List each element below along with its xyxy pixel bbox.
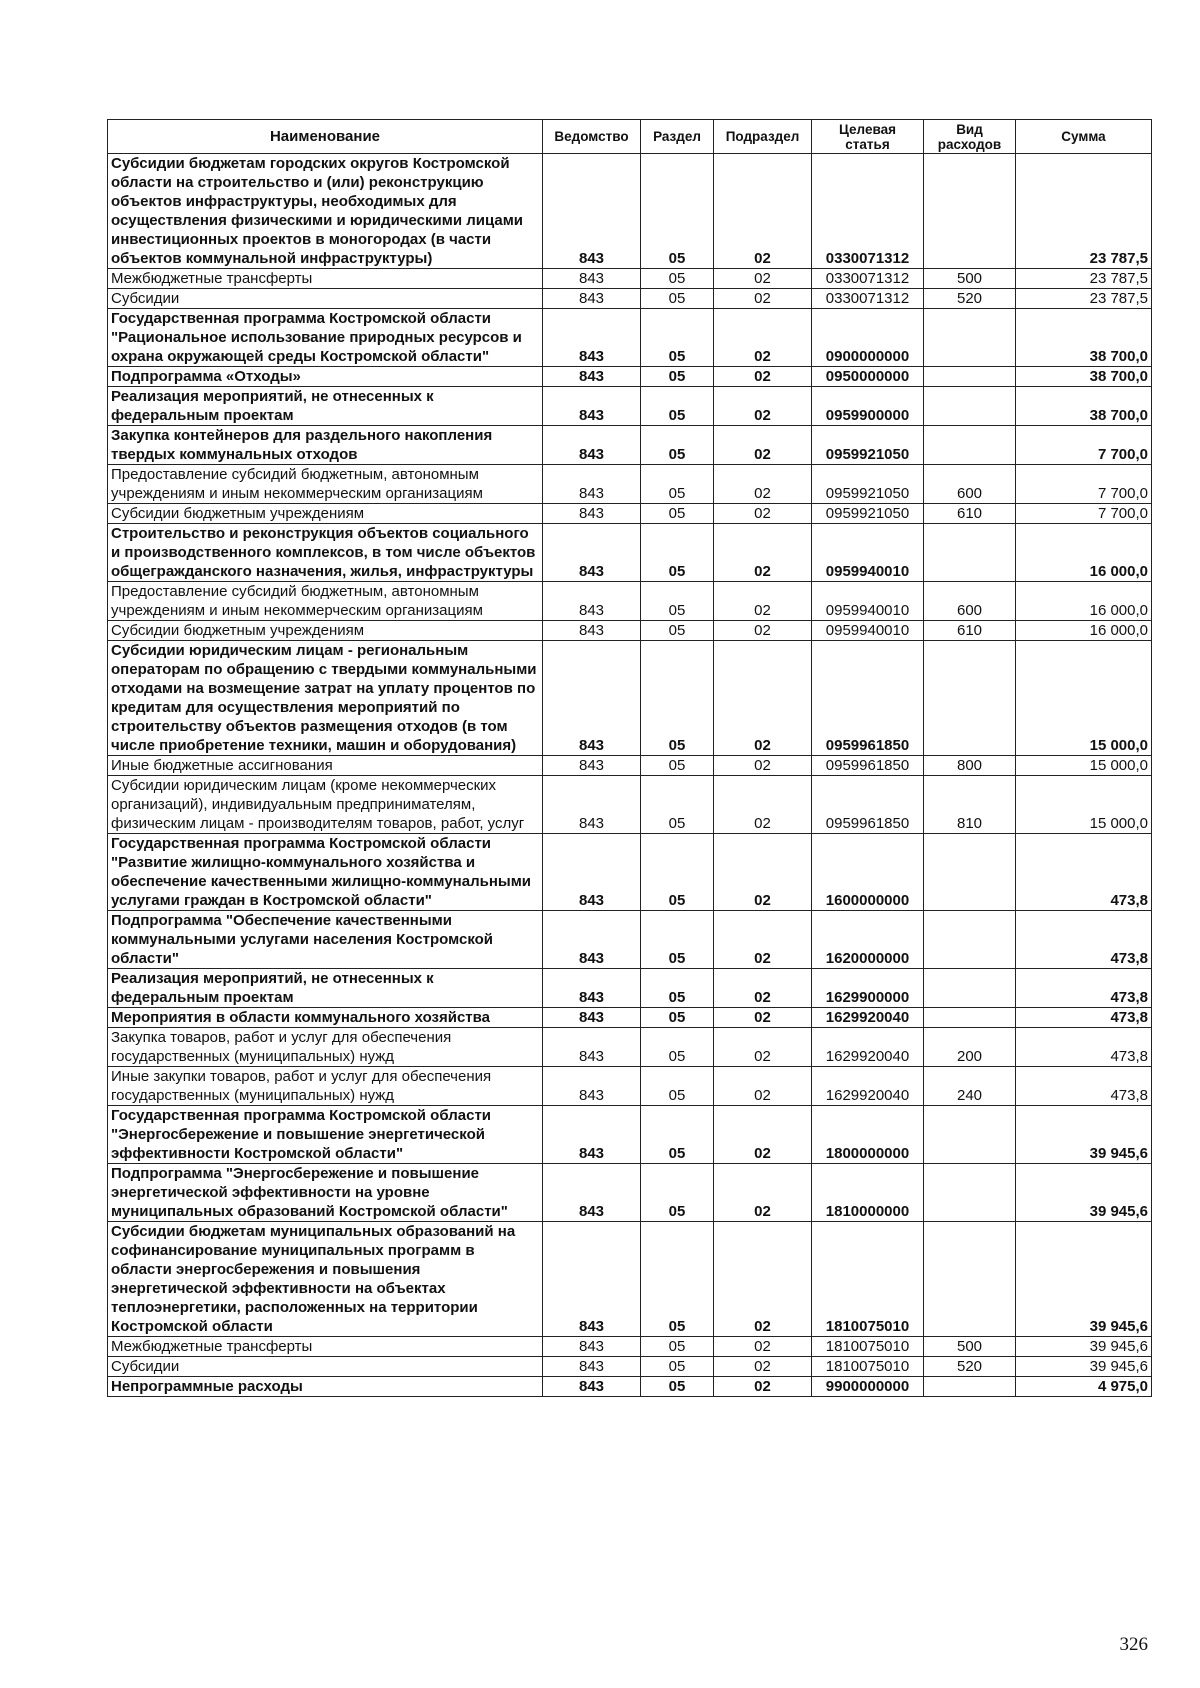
table-row [108, 387, 1152, 426]
cell-section: 05 [641, 504, 714, 524]
cell-exptype [924, 524, 1016, 582]
cell-dept: 843 [543, 1164, 641, 1222]
cell-target: 1629900000 [812, 969, 924, 1008]
cell-amount: 39 945,6 [1016, 1164, 1152, 1222]
cell-amount: 39 945,6 [1016, 1337, 1152, 1357]
cell-subsection: 02 [714, 1008, 812, 1028]
cell-subsection: 02 [714, 1222, 812, 1337]
cell-name: Предоставление субсидий бюджетным, автономным учреждениям и иным некоммерческим организациям [108, 465, 543, 504]
cell-name: Подпрограмма "Энергосбережение и повышение энергетической эффективности на уровне муниципальных образований Костромской области" [108, 1164, 543, 1222]
cell-dept: 843 [543, 504, 641, 524]
cell-subsection: 02 [714, 621, 812, 641]
cell-subsection: 02 [714, 504, 812, 524]
cell-subsection: 02 [714, 756, 812, 776]
cell-target: 0959961850 [812, 756, 924, 776]
cell-subsection: 02 [714, 154, 812, 269]
cell-subsection: 02 [714, 1164, 812, 1222]
cell-section: 05 [641, 309, 714, 367]
table-row [108, 154, 1152, 269]
cell-amount: 23 787,5 [1016, 289, 1152, 309]
cell-name: Межбюджетные трансферты [108, 269, 543, 289]
table-row [108, 1067, 1152, 1106]
table-row [108, 621, 1152, 641]
cell-exptype: 810 [924, 776, 1016, 834]
cell-name: Мероприятия в области коммунального хозяйства [108, 1008, 543, 1028]
cell-target: 1629920040 [812, 1067, 924, 1106]
cell-section: 05 [641, 269, 714, 289]
table-row [108, 309, 1152, 367]
cell-section: 05 [641, 1164, 714, 1222]
cell-dept: 843 [543, 309, 641, 367]
cell-name: Субсидии [108, 289, 543, 309]
cell-dept: 843 [543, 1357, 641, 1377]
cell-exptype: 500 [924, 269, 1016, 289]
cell-name: Государственная программа Костромской области "Рациональное использование природных ресурсов и охрана окружающей среды Костромской области" [108, 309, 543, 367]
cell-exptype [924, 309, 1016, 367]
cell-amount: 16 000,0 [1016, 621, 1152, 641]
cell-name: Закупка товаров, работ и услуг для обеспечения государственных (муниципальных) нужд [108, 1028, 543, 1067]
cell-amount: 23 787,5 [1016, 269, 1152, 289]
cell-target: 0959921050 [812, 465, 924, 504]
cell-amount: 7 700,0 [1016, 504, 1152, 524]
table-row [108, 582, 1152, 621]
cell-amount: 473,8 [1016, 1067, 1152, 1106]
cell-target: 1810000000 [812, 1164, 924, 1222]
cell-target: 0950000000 [812, 367, 924, 387]
cell-target: 0959921050 [812, 426, 924, 465]
cell-target: 1620000000 [812, 911, 924, 969]
cell-subsection: 02 [714, 465, 812, 504]
cell-dept: 843 [543, 1008, 641, 1028]
cell-exptype [924, 154, 1016, 269]
cell-subsection: 02 [714, 582, 812, 621]
cell-dept: 843 [543, 641, 641, 756]
cell-name: Реализация мероприятий, не отнесенных к федеральным проектам [108, 387, 543, 426]
cell-dept: 843 [543, 387, 641, 426]
cell-section: 05 [641, 969, 714, 1008]
table-row [108, 289, 1152, 309]
cell-amount: 473,8 [1016, 969, 1152, 1008]
table-row [108, 504, 1152, 524]
table-row [108, 911, 1152, 969]
cell-dept: 843 [543, 621, 641, 641]
cell-section: 05 [641, 1106, 714, 1164]
cell-dept: 843 [543, 969, 641, 1008]
table-row [108, 1106, 1152, 1164]
header-amount: Сумма [1016, 120, 1152, 154]
cell-amount: 7 700,0 [1016, 465, 1152, 504]
cell-dept: 843 [543, 1377, 641, 1397]
cell-exptype: 610 [924, 504, 1016, 524]
table-row [108, 776, 1152, 834]
cell-subsection: 02 [714, 1028, 812, 1067]
cell-dept: 843 [543, 582, 641, 621]
cell-section: 05 [641, 1028, 714, 1067]
cell-name: Подпрограмма «Отходы» [108, 367, 543, 387]
cell-name: Иные закупки товаров, работ и услуг для обеспечения государственных (муниципальных) нужд [108, 1067, 543, 1106]
cell-target: 0959921050 [812, 504, 924, 524]
cell-target: 1810075010 [812, 1337, 924, 1357]
cell-target: 1810075010 [812, 1222, 924, 1337]
cell-subsection: 02 [714, 1337, 812, 1357]
cell-target: 0330071312 [812, 289, 924, 309]
cell-amount: 473,8 [1016, 1008, 1152, 1028]
cell-section: 05 [641, 756, 714, 776]
cell-section: 05 [641, 367, 714, 387]
header-exptype: Вид расходов [924, 120, 1016, 154]
table-row [108, 1357, 1152, 1377]
cell-section: 05 [641, 834, 714, 911]
cell-subsection: 02 [714, 367, 812, 387]
cell-name: Субсидии юридическим лицам (кроме некоммерческих организаций), индивидуальным предпринимателям, физическим лицам - производителям товаров, работ, услуг [108, 776, 543, 834]
cell-section: 05 [641, 776, 714, 834]
cell-dept: 843 [543, 1028, 641, 1067]
cell-exptype [924, 367, 1016, 387]
cell-target: 0959961850 [812, 776, 924, 834]
table-row [108, 1222, 1152, 1337]
cell-target: 1629920040 [812, 1008, 924, 1028]
cell-amount: 16 000,0 [1016, 524, 1152, 582]
cell-target: 1600000000 [812, 834, 924, 911]
cell-subsection: 02 [714, 1377, 812, 1397]
cell-name: Подпрограмма "Обеспечение качественными коммунальными услугами населения Костромской области" [108, 911, 543, 969]
cell-dept: 843 [543, 465, 641, 504]
cell-dept: 843 [543, 524, 641, 582]
table-row [108, 524, 1152, 582]
cell-exptype [924, 641, 1016, 756]
table-body [108, 154, 1152, 1397]
cell-subsection: 02 [714, 969, 812, 1008]
cell-name: Межбюджетные трансферты [108, 1337, 543, 1357]
cell-exptype: 240 [924, 1067, 1016, 1106]
cell-name: Строительство и реконструкция объектов социального и производственного комплексов, в том числе объектов общегражданского назначения, жилья, инфраструктуры [108, 524, 543, 582]
table-row [108, 641, 1152, 756]
cell-name: Субсидии бюджетным учреждениям [108, 504, 543, 524]
table-row [108, 426, 1152, 465]
header-dept: Ведомство [543, 120, 641, 154]
cell-amount: 473,8 [1016, 911, 1152, 969]
cell-amount: 15 000,0 [1016, 776, 1152, 834]
cell-target: 1800000000 [812, 1106, 924, 1164]
cell-subsection: 02 [714, 426, 812, 465]
cell-dept: 843 [543, 154, 641, 269]
cell-section: 05 [641, 154, 714, 269]
cell-amount: 39 945,6 [1016, 1357, 1152, 1377]
cell-target: 0330071312 [812, 269, 924, 289]
cell-name: Субсидии бюджетам муниципальных образований на софинансирование муниципальных программ в области энергосбережения и повышения энергетической эффективности на объектах теплоэнергетики, расположенных на территории Костромской области [108, 1222, 543, 1337]
table-row [108, 1164, 1152, 1222]
cell-name: Непрограммные расходы [108, 1377, 543, 1397]
cell-exptype [924, 426, 1016, 465]
cell-section: 05 [641, 1067, 714, 1106]
cell-amount: 16 000,0 [1016, 582, 1152, 621]
table-row [108, 367, 1152, 387]
cell-section: 05 [641, 1008, 714, 1028]
cell-subsection: 02 [714, 776, 812, 834]
cell-section: 05 [641, 524, 714, 582]
header-section: Раздел [641, 120, 714, 154]
cell-exptype [924, 387, 1016, 426]
cell-amount: 4 975,0 [1016, 1377, 1152, 1397]
cell-exptype: 600 [924, 465, 1016, 504]
cell-section: 05 [641, 465, 714, 504]
cell-target: 0330071312 [812, 154, 924, 269]
cell-exptype: 520 [924, 1357, 1016, 1377]
cell-exptype [924, 1106, 1016, 1164]
table-row [108, 269, 1152, 289]
table-row [108, 1028, 1152, 1067]
cell-target: 0959900000 [812, 387, 924, 426]
cell-dept: 843 [543, 289, 641, 309]
cell-name: Предоставление субсидий бюджетным, автономным учреждениям и иным некоммерческим организациям [108, 582, 543, 621]
cell-amount: 15 000,0 [1016, 756, 1152, 776]
cell-name: Государственная программа Костромской области "Развитие жилищно-коммунального хозяйства и обеспечение качественными жилищно-коммунальными услугами граждан в Костромской области" [108, 834, 543, 911]
cell-exptype: 610 [924, 621, 1016, 641]
cell-name: Субсидии бюджетам городских округов Костромской области на строительство и (или) реконструкцию объектов инфраструктуры, необходимых для осуществления физическими и юридическими лицами инвестиционных проектов в моногородах (в части объектов коммунальной инфраструктуры) [108, 154, 543, 269]
cell-section: 05 [641, 289, 714, 309]
cell-amount: 473,8 [1016, 1028, 1152, 1067]
cell-section: 05 [641, 387, 714, 426]
budget-table [107, 119, 1152, 1397]
cell-name: Государственная программа Костромской области "Энергосбережение и повышение энергетической эффективности Костромской области" [108, 1106, 543, 1164]
cell-dept: 843 [543, 834, 641, 911]
cell-amount: 23 787,5 [1016, 154, 1152, 269]
header-subsection: Подраздел [714, 120, 812, 154]
table-row [108, 1377, 1152, 1397]
cell-amount: 15 000,0 [1016, 641, 1152, 756]
table-header-row [108, 120, 1152, 154]
cell-name: Субсидии [108, 1357, 543, 1377]
cell-dept: 843 [543, 1067, 641, 1106]
cell-name: Субсидии юридическим лицам - региональным операторам по обращению с твердыми коммунальными отходами на возмещение затрат на уплату процентов по кредитам для осуществления мероприятий по строительству объектов размещения отходов (в том числе приобретение техники, машин и оборудования) [108, 641, 543, 756]
cell-amount: 38 700,0 [1016, 367, 1152, 387]
cell-name: Закупка контейнеров для раздельного накопления твердых коммунальных отходов [108, 426, 543, 465]
cell-target: 9900000000 [812, 1377, 924, 1397]
cell-amount: 38 700,0 [1016, 387, 1152, 426]
cell-exptype [924, 1222, 1016, 1337]
cell-exptype [924, 1377, 1016, 1397]
cell-target: 0959940010 [812, 621, 924, 641]
cell-section: 05 [641, 1357, 714, 1377]
cell-section: 05 [641, 582, 714, 621]
cell-dept: 843 [543, 1337, 641, 1357]
cell-dept: 843 [543, 1222, 641, 1337]
cell-section: 05 [641, 641, 714, 756]
cell-exptype [924, 969, 1016, 1008]
table-row [108, 834, 1152, 911]
cell-name: Реализация мероприятий, не отнесенных к федеральным проектам [108, 969, 543, 1008]
cell-exptype [924, 911, 1016, 969]
cell-subsection: 02 [714, 387, 812, 426]
cell-subsection: 02 [714, 524, 812, 582]
cell-target: 0959940010 [812, 582, 924, 621]
cell-target: 0959961850 [812, 641, 924, 756]
cell-target: 0959940010 [812, 524, 924, 582]
cell-subsection: 02 [714, 1357, 812, 1377]
cell-section: 05 [641, 1377, 714, 1397]
cell-target: 0900000000 [812, 309, 924, 367]
cell-name: Иные бюджетные ассигнования [108, 756, 543, 776]
cell-subsection: 02 [714, 289, 812, 309]
cell-subsection: 02 [714, 834, 812, 911]
cell-subsection: 02 [714, 1067, 812, 1106]
table-row [108, 1008, 1152, 1028]
cell-dept: 843 [543, 756, 641, 776]
table-row [108, 465, 1152, 504]
cell-exptype: 800 [924, 756, 1016, 776]
cell-subsection: 02 [714, 1106, 812, 1164]
table-row [108, 969, 1152, 1008]
cell-amount: 38 700,0 [1016, 309, 1152, 367]
cell-dept: 843 [543, 776, 641, 834]
cell-dept: 843 [543, 911, 641, 969]
cell-subsection: 02 [714, 641, 812, 756]
cell-exptype [924, 1164, 1016, 1222]
cell-dept: 843 [543, 269, 641, 289]
cell-exptype: 200 [924, 1028, 1016, 1067]
cell-target: 1629920040 [812, 1028, 924, 1067]
cell-amount: 39 945,6 [1016, 1222, 1152, 1337]
cell-subsection: 02 [714, 309, 812, 367]
cell-exptype [924, 834, 1016, 911]
cell-dept: 843 [543, 1106, 641, 1164]
cell-section: 05 [641, 1337, 714, 1357]
header-target: Целевая статья [812, 120, 924, 154]
cell-exptype [924, 1008, 1016, 1028]
table-row [108, 1337, 1152, 1357]
cell-subsection: 02 [714, 911, 812, 969]
cell-exptype: 500 [924, 1337, 1016, 1357]
cell-section: 05 [641, 1222, 714, 1337]
cell-amount: 39 945,6 [1016, 1106, 1152, 1164]
page-number: 326 [1119, 1634, 1148, 1655]
cell-section: 05 [641, 911, 714, 969]
cell-section: 05 [641, 621, 714, 641]
cell-amount: 473,8 [1016, 834, 1152, 911]
cell-section: 05 [641, 426, 714, 465]
cell-exptype: 600 [924, 582, 1016, 621]
cell-subsection: 02 [714, 269, 812, 289]
cell-dept: 843 [543, 367, 641, 387]
cell-exptype: 520 [924, 289, 1016, 309]
header-name: Наименование [108, 120, 543, 154]
cell-name: Субсидии бюджетным учреждениям [108, 621, 543, 641]
cell-dept: 843 [543, 426, 641, 465]
cell-amount: 7 700,0 [1016, 426, 1152, 465]
table-row [108, 756, 1152, 776]
cell-target: 1810075010 [812, 1357, 924, 1377]
